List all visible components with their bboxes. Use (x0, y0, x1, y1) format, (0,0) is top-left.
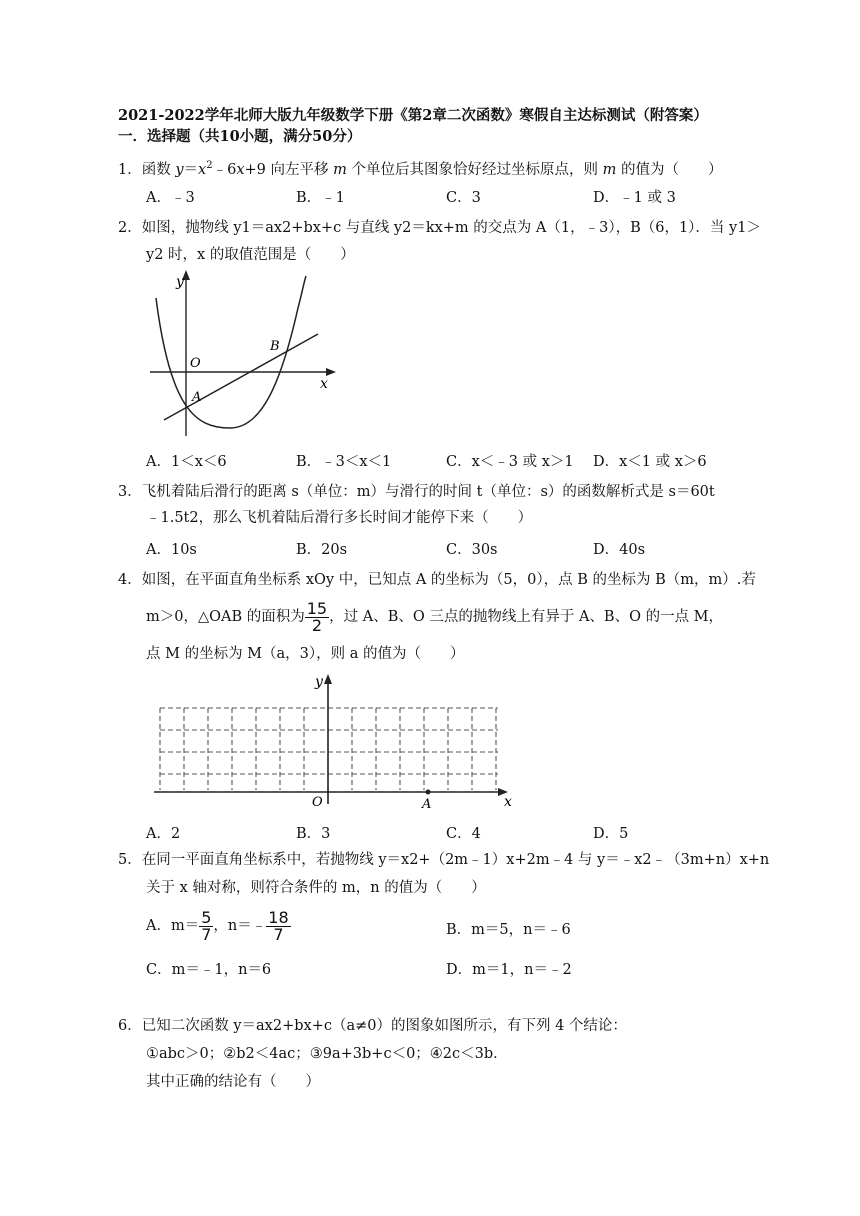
question-6-stem-line-1: 6．已知二次函数 y＝ax2+bx+c（a≠0）的图象如图所示，有下列 4 个结论： (118, 1018, 627, 1034)
question-4-option-c: C．4 (446, 826, 481, 842)
question-2-stem-line-1: 2．如图，抛物线 y1＝ax2+bx+c 与直线 y2＝kx+m 的交点为 A（1，﹣3），B（6，1）．当 y1＞ (118, 220, 761, 236)
question-3-option-b: B．20s (296, 542, 348, 558)
question-1-option-c: C．3 (446, 190, 481, 206)
q4-y-label: y (315, 674, 323, 690)
q2-parabola (156, 276, 306, 428)
q4-grid (160, 708, 498, 790)
q2-point-b-label: B (270, 339, 280, 354)
q4-point-a (426, 790, 431, 795)
question-1-stem: 1．函数 $y=x^2﹣6x+9$ 向左平移 m 个单位后其图象恰好经过坐标原点，则 m 的值为（ ） (118, 160, 723, 178)
question-4-option-a: A．2 (146, 826, 181, 842)
question-3-option-c: C．30s (446, 542, 498, 558)
q2-x-label: x (320, 376, 328, 392)
q2-origin-label: O (190, 356, 201, 371)
question-1-option-a: A．﹣3 (146, 190, 195, 206)
question-2-option-b: B．﹣3＜x＜1 (296, 454, 392, 470)
question-3-option-a: A．10s (146, 542, 197, 558)
question-2-option-a: A．1＜x＜6 (146, 454, 227, 470)
question-3-stem-line-1: 3．飞机着陆后滑行的距离 s（单位：m）与滑行的时间 t（单位：s）的函数解析式是 s＝60t (118, 484, 715, 500)
question-6-stem-line-3: 其中正确的结论有（ ） (146, 1074, 320, 1090)
section-heading: 一．选择题（共10小题，满分50分） (118, 128, 362, 145)
q4-point-a-label: A (422, 797, 432, 812)
q2-y-label: y (176, 274, 184, 290)
question-3-option-d: D．40s (593, 542, 646, 558)
q4-fraction: $\frac{15}{2}$ (306, 598, 328, 635)
q4-origin-label: O (312, 795, 323, 810)
question-5-option-c: C．m＝﹣1，n＝6 (146, 962, 272, 978)
question-3-stem-line-2: ﹣1.5t2，那么飞机着陆后滑行多长时间才能停下来（ ） (146, 510, 533, 526)
question-5-option-d: D．m＝1，n＝﹣2 (446, 962, 572, 978)
question-5-option-a: A．m＝ $\frac{5}{7}$ ，n＝﹣ $\frac{18}{7}$ (146, 907, 289, 944)
question-4-option-d: D．5 (593, 826, 629, 842)
question-4-stem-line-1: 4．如图，在平面直角坐标系 xOy 中，已知点 A 的坐标为（5，0），点 B 的坐标为 B（m，m）.若 (118, 572, 756, 588)
question-6-stem-line-2: ①abc＞0；②b2＜4ac；③9a+3b+c＜0；④2c＜3b． (146, 1046, 508, 1062)
question-5-option-b: B．m＝5，n＝﹣6 (446, 922, 571, 938)
document-title: 2021-2022学年北师大版九年级数学下册《第2章二次函数》寒假自主达标测试（附答案） (118, 107, 708, 124)
question-4-stem-line-3: 点 M 的坐标为 M（a，3），则 a 的值为（ ） (146, 646, 465, 662)
question-5-stem-line-1: 5．在同一平面直角坐标系中，若抛物线 y＝x2+（2m﹣1）x+2m﹣4 与 y＝﹣x2﹣（3m+n）x+n (118, 852, 770, 868)
question-4-stem-line-2: m＞0，△OAB 的面积为 $\frac{15}{2}$ ，过 A、B、O 三点的抛物线上有异于 A、B、O 的一点 M， (146, 598, 724, 635)
q2-line (164, 334, 318, 420)
question-1-option-d: D．﹣1 或 3 (593, 190, 676, 206)
question-1-option-b: B．﹣1 (296, 190, 345, 206)
q2-point-a-label: A (192, 390, 202, 405)
question-2-option-d: D．x＜1 或 x＞6 (593, 454, 707, 470)
question-2-stem-line-2: y2 时，x 的取值范围是（ ） (146, 247, 355, 263)
question-2-figure (140, 268, 340, 440)
q4-x-label: x (504, 794, 512, 810)
question-4-figure (150, 672, 520, 812)
question-2-option-c: C．x＜﹣3 或 x＞1 (446, 454, 574, 470)
question-5-stem-line-2: 关于 x 轴对称，则符合条件的 m，n 的值为（ ） (146, 880, 486, 896)
question-4-option-b: B．3 (296, 826, 331, 842)
